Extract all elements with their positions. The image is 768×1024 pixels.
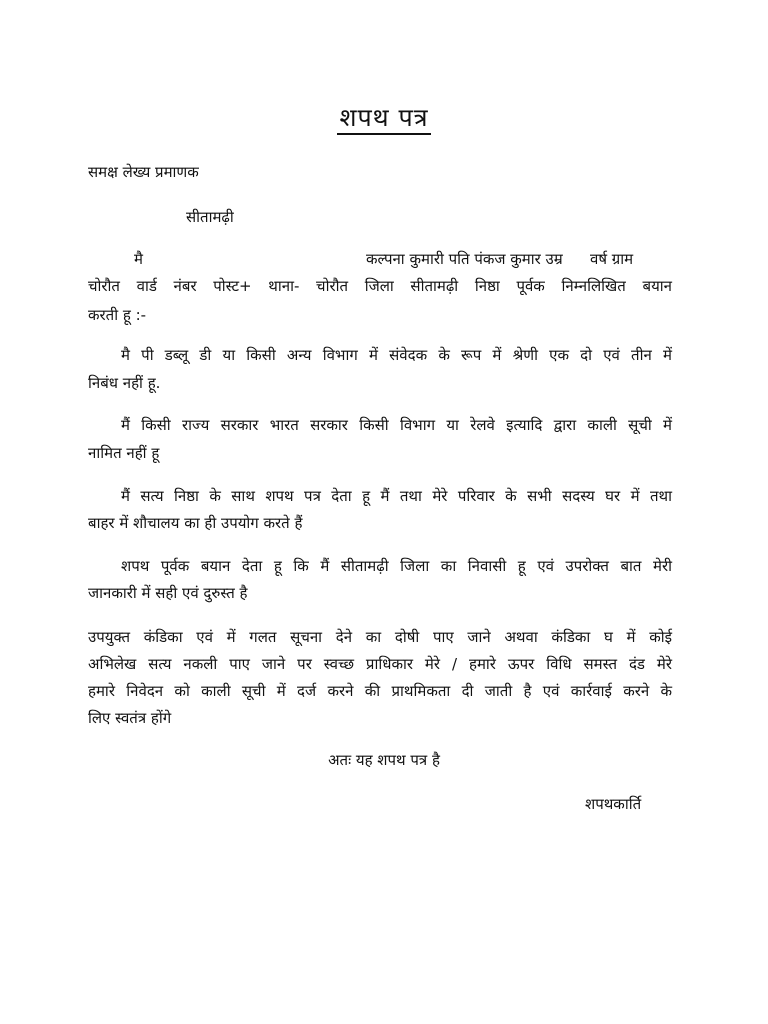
declaration-line-4: लिए स्वतंत्र होंगे: [88, 709, 172, 727]
intro-line-2: चोरौत वार्ड नंबर पोस्ट+ थाना- चोरौत जिला सीतामढ़ी निष्ठा पूर्वक निम्नलिखित बयान: [88, 277, 672, 295]
statement-4-line-1: शपथ पूर्वक बयान देता हू कि मैं सीतामढ़ी जिला का निवासी हू एवं उपरोक्त बात मेरी: [121, 557, 672, 575]
place: सीतामढ़ी: [186, 208, 234, 226]
statement-1-line-2: निबंध नहीं हू.: [88, 374, 161, 392]
statement-3-line-2: बाहर में शौचालय का ही उपयोग करते हैं: [88, 514, 303, 532]
statement-1-line-1: मै पी डब्लू डी या किसी अन्य विभाग में संवेदक के रूप में श्रेणी एक दो एवं तीन में: [121, 346, 672, 364]
intro-name: कल्पना कुमारी पति पंकज कुमार उम्र: [366, 250, 563, 268]
addressee: समक्ष लेख्य प्रमाणक: [88, 163, 199, 181]
declaration-line-2: अभिलेख सत्य नकली पाए जाने पर स्वच्छ प्राधिकार मेरे / हमारे ऊपर विधि समस्त दंड मेरे: [88, 655, 672, 673]
declaration-line-3: हमारे निवेदन को काली सूची में दर्ज करने की प्राथमिकता दी जाती है एवं कार्रवाई करने के: [88, 682, 672, 700]
signature-label: शपथकार्ति: [585, 795, 642, 813]
intro-line-3: करती हू :-: [88, 306, 147, 324]
document-title: शपथ पत्र: [0, 100, 768, 134]
intro-age: वर्ष ग्राम: [590, 250, 634, 268]
intro-pronoun: मै: [134, 250, 143, 268]
statement-2-line-2: नामित नहीं हू: [88, 444, 160, 462]
statement-2-line-1: मैं किसी राज्य सरकार भारत सरकार किसी विभाग या रेलवे इत्यादि द्वारा काली सूची में: [121, 416, 672, 434]
statement-4-line-2: जानकारी में सही एवं दुरुस्त है: [88, 584, 248, 602]
statement-3-line-1: मैं सत्य निष्ठा के साथ शपथ पत्र देता हू मैं तथा मेरे परिवार के सभी सदस्य घर में तथा: [121, 487, 672, 505]
closing-statement: अतः यह शपथ पत्र है: [328, 751, 440, 769]
declaration-line-1: उपयुक्त कंडिका एवं में गलत सूचना देने का दोषी पाए जाने अथवा कंडिका घ में कोई: [88, 628, 672, 646]
